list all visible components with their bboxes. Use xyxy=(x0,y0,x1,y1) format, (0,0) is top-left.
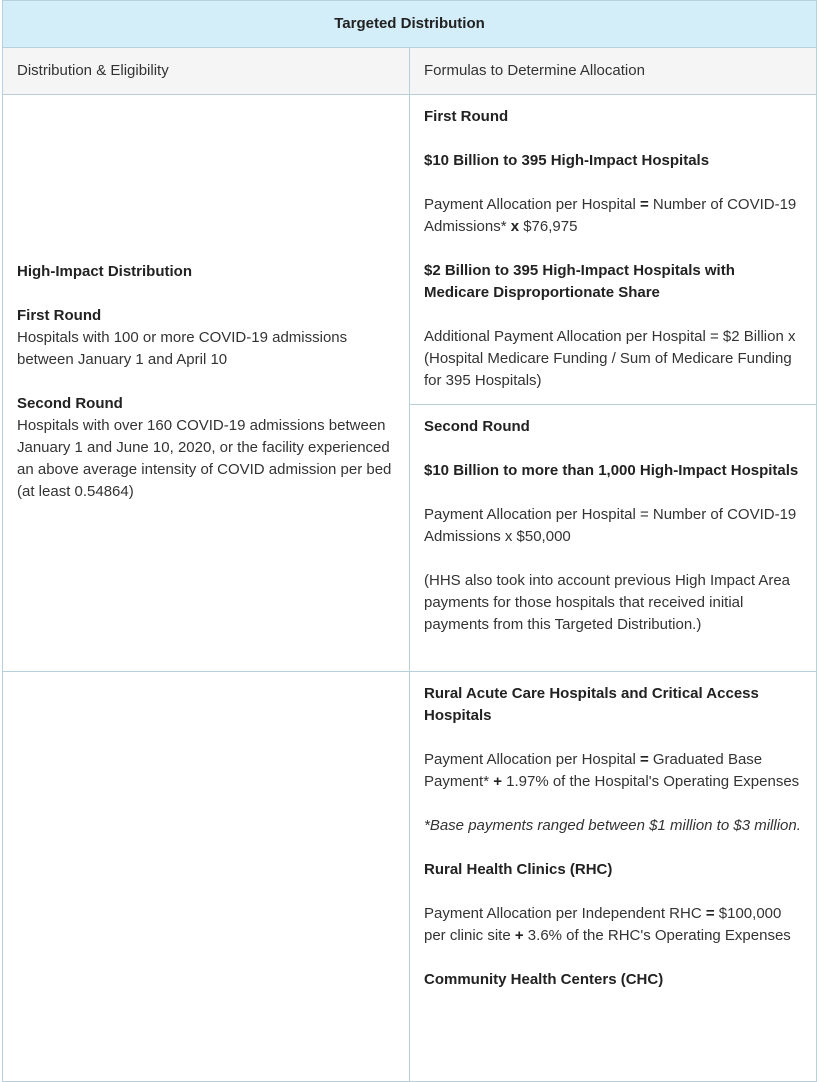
second-round-subheading: $10 Billion to more than 1,000 High-Impact Hospitals xyxy=(424,462,799,479)
rural-formula-cell xyxy=(410,672,817,1082)
rhc-title: Rural Health Clinics (RHC) xyxy=(424,861,613,878)
first-round-eligibility: Hospitals with 100 or more COVID-19 admissions between January 1 and April 10 xyxy=(17,329,348,368)
first-round-subheading-2b: $2 Billion to 395 High-Impact Hospitals with Medicare Disproportionate Share xyxy=(424,262,735,301)
first-round-title: First Round xyxy=(424,108,509,125)
rural-hospital-formula: Payment Allocation per Hospital = Graduated Base Payment* + 1.97% of the Hospital's Operating Expenses xyxy=(424,751,800,790)
rural-hospitals-title: Rural Acute Care Hospitals and Critical Access Hospitals xyxy=(424,685,759,724)
column-header-distribution: Distribution & Eligibility xyxy=(3,48,410,95)
table-title: Targeted Distribution xyxy=(3,1,817,48)
second-round-label: Second Round xyxy=(17,395,123,412)
first-round-formula: Payment Allocation per Hospital = Number of COVID-19 Admissions* x $76,975 xyxy=(424,196,797,235)
base-payment-note: *Base payments ranged between $1 million to $3 million. xyxy=(424,817,801,834)
high-impact-eligibility-cell xyxy=(3,95,410,672)
first-round-label: First Round xyxy=(17,307,102,324)
rural-eligibility-cell xyxy=(3,672,410,1082)
rhc-formula: Payment Allocation per Independent RHC = $100,000 per clinic site + 3.6% of the RHC's Operating Expenses xyxy=(424,905,791,944)
targeted-distribution-table xyxy=(2,0,817,1082)
additional-payment-formula: Additional Payment Allocation per Hospital = $2 Billion x (Hospital Medicare Funding / Sum of Medicare Funding for 395 Hospitals) xyxy=(424,328,796,389)
first-round-formula-cell xyxy=(410,95,817,405)
first-round-subheading-10b: $10 Billion to 395 High-Impact Hospitals xyxy=(424,152,710,169)
second-round-formula: Payment Allocation per Hospital = Number of COVID-19 Admissions x $50,000 xyxy=(424,506,797,545)
second-round-eligibility: Hospitals with over 160 COVID-19 admissions between January 1 and June 10, 2020, or the facility experienced an above average intensity of COVID admission per bed (at least 0.54864) xyxy=(17,417,392,500)
second-round-note: (HHS also took into account previous High Impact Area payments for those hospitals that received initial payments from this Targeted Distribution.) xyxy=(424,572,791,633)
chc-title: Community Health Centers (CHC) xyxy=(424,971,664,988)
high-impact-heading: High-Impact Distribution xyxy=(17,263,192,280)
second-round-title: Second Round xyxy=(424,418,530,435)
column-header-formulas: Formulas to Determine Allocation xyxy=(410,48,817,95)
second-round-formula-cell xyxy=(410,405,817,672)
